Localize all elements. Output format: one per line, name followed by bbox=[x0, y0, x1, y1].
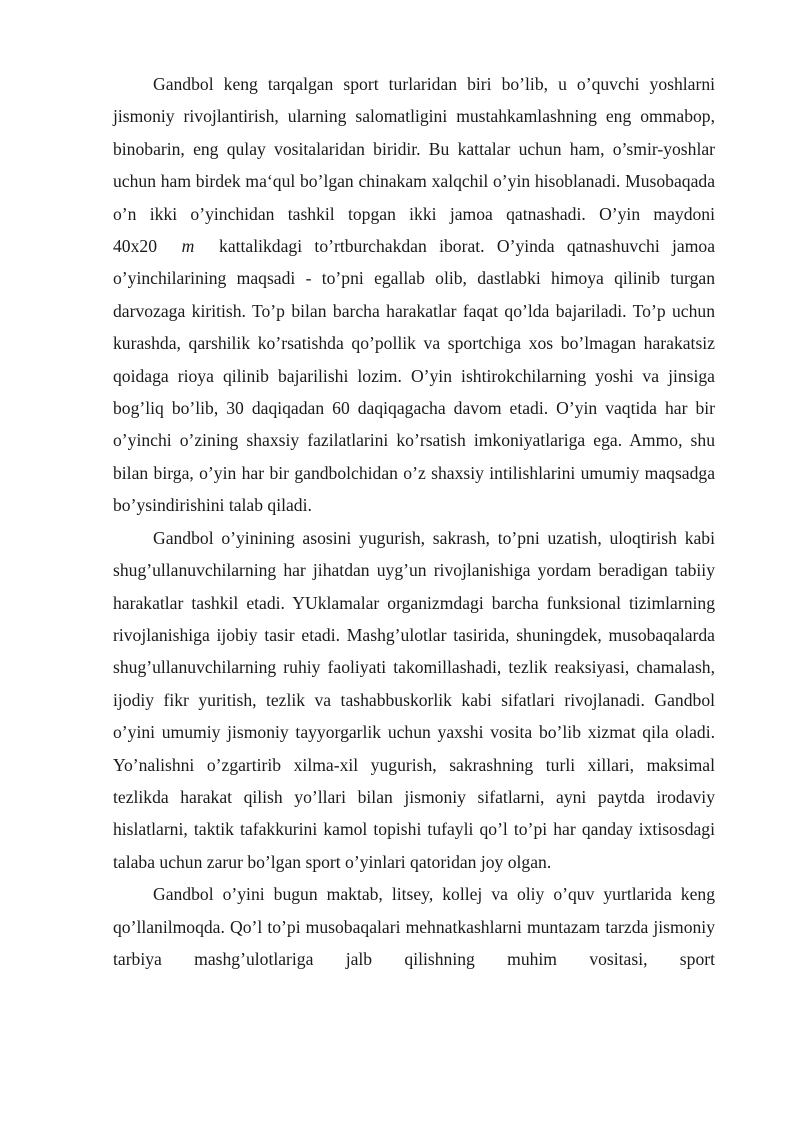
paragraph-1 bbox=[113, 68, 715, 522]
paragraph-1-text-start: Gandbol keng tarqalgan sport turlaridan biri bo’lib, u o’quvchi yoshlarni jismoniy rivojlantirish, ularning salomatligini mustahkamlashning eng ommabop, binobarin, eng qulay vositalaridan biridir. Bu kattalar uchun ham, o’smir-yoshlar uchun ham birdek ma‘qul bo’lgan chinakam xalqchil o’yin hisoblanadi. Musobaqada o’n ikki o’yinchidan tashkil topgan ikki jamoa qatnashadi. O’yin maydoni 40x20 bbox=[113, 74, 715, 257]
paragraph-3: Gandbol o’yini bugun maktab, litsey, kollej va oliy o’quv yurtlarida keng qo’llanilmoqda. Qo’l to’pi musobaqalari mehnatkashlarni muntazam tarzda jismoniy tarbiya mashg’ulotlariga jalb qilishning muhim vositasi, sport bbox=[113, 884, 715, 969]
paragraph-2: Gandbol o’yinining asosini yugurish, sakrash, to’pni uzatish, uloqtirish kabi shug’ullanuvchilarning har jihatdan uyg’un rivojlanishiga yordam beradigan tabiiy harakatlar tashkil etadi. YUklamalar organizmdagi barcha funksional tizimlarning rivojlanishiga ijobiy tasir etadi. Mashg’ulotlar tasirida, shuningdek, musobaqalarda shug’ullanuvchilarning ruhiy faoliyati takomillashadi, tezlik reaksiyasi, chamalash, ijodiy fikr yuritish, tezlik va tashabbuskorlik kabi sifatlari rivojlanadi. Gandbol o’yini umumiy jismoniy tayyorgarlik uchun yaxshi vosita bo’lib xizmat qila oladi. Yo’nalishni o’zgartirib xilma-xil yugurish, sakrashning turli xillari, maksimal tezlikda harakat qilish yo’llari bilan jismoniy sifatlarni, ayni paytda irodaviy hislatlarni, taktik tafakkurini kamol topishi tufayli qo’l to’pi har qanday ixtisosdagi talaba uchun zarur bo’lgan sport o’yinlari qatoridan joy olgan. bbox=[113, 527, 715, 872]
paragraph-1-text-end: kattalikdagi to’rtburchakdan iborat. O’yinda qatnashuvchi jamoa o’yinchilarining maqsadi - to’pni egallab olib, dastlabki himoya qilinib turgan darvozaga kiritish. To’p bilan barcha harakatlar faqat qo’lda bajariladi. To’p uchun kurashda, qarshilik ko’rsatishda qo’pollik va sportchiga xos bo’lmagan harakatsiz qoidaga rioya qilinib bajarilishi lozim. O’yin ishtirokchilarning yoshi va jinsiga bog’liq bo’lib, 30 daqiqadan 60 daqiqagacha davom etadi. O’yin vaqtida har bir o’yinchi o’zining shaxsiy fazilatlarini ko’rsatish imkoniyatlariga ega. Ammo, shu bilan birga, o’yin har bir gandbolchidan o’z shaxsiy intilishlarini umumiy maqsadga bo’ysindirishini talab qiladi. bbox=[113, 236, 716, 516]
document-page bbox=[113, 68, 715, 975]
unit-meter: m bbox=[181, 236, 195, 257]
